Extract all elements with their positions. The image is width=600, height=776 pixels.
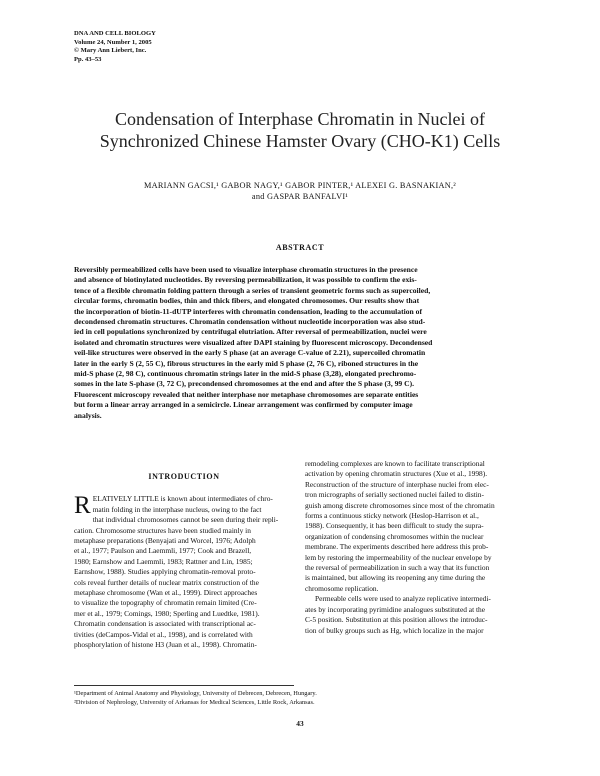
journal-copyright: © Mary Ann Liebert, Inc. (74, 47, 147, 55)
footnote-divider (74, 685, 294, 686)
intro-line: metaphase preparations (Benyajati and Worcel, 1976; Adolph (74, 536, 256, 546)
title-line-1: Condensation of Interphase Chromatin in Nuclei of (115, 109, 485, 129)
abstract-line: isolated and chromatin structures were visualized after DAPI staining by fluorescent microscopy. Decondensed (74, 337, 433, 347)
intro-line: tivities (deCampos-Vidal et al., 1998), and is correlated with (74, 629, 253, 639)
abstract-line: but form a linear array arranged in a semicircle. Linear arrangement was confirmed by computer image (74, 400, 413, 410)
abstract-line: later in the early S (2, 55 C), fibrous structures in the early mid S phase (2, 76 C), riboned structures in the (74, 358, 419, 368)
intro-right-column (305, 459, 525, 636)
intro-line: ELATIVELY LITTLE is known about intermediates of chro- (92, 494, 273, 504)
abstract-line: somes in the late S-phase (3, 72 C), precondensed chromosomes at the end and after the S phase (3, 99 C). (74, 379, 415, 389)
abstract-line: the incorporation of biotin-11-dUTP interferes with chromatin condensation, leading to the accumulation of (74, 306, 422, 316)
intro-left-column (74, 472, 294, 651)
intro-line: tion of bulky groups such as Hg, which localize in the major (305, 625, 484, 635)
journal-volume: Volume 24, Number 1, 2005 (74, 38, 152, 46)
intro-line: C-5 position. Substitution at this position allows the introduc- (305, 615, 488, 625)
introduction-heading: INTRODUCTION (148, 472, 220, 481)
dropcap-letter: R (74, 492, 91, 520)
abstract-body (74, 265, 530, 421)
intro-line: cation. Chromosome structures have been studied mainly in (74, 525, 251, 535)
intro-line: Chromatin condensation is associated with transcriptional ac- (74, 619, 256, 629)
intro-line: guish among discrete chromosomes since most of the chromatin (305, 500, 495, 510)
intro-line: matin folding in the interphase nucleus, owing to the fact (92, 504, 262, 514)
intro-line: is maintained, but allowing its reopening any time during the (305, 573, 486, 583)
abstract-line: mid-S phase (2, 98 C), continuous chromatin strings later in the mid-S phase (3,28), elongated prechromo- (74, 369, 417, 379)
authors-line-1: MARIANN GACSI,¹ GABOR NAGY,¹ GABOR PINTER,¹ ALEXEI G. BASNAKIAN,² (143, 181, 457, 190)
intro-line: remodeling complexes are known to facilitate transcriptional (305, 459, 485, 468)
intro-line: Earnshow, 1988). Studies applying chromatin-removal proto- (74, 567, 256, 577)
abstract-line: circular forms, chromatin bodies, thin and thick fibers, and elongated chromosomes. Our results show that (74, 296, 420, 306)
intro-line: lem by restoring the impermeability of the nuclear envelope by (305, 552, 492, 562)
intro-line: cols reveal further details of nuclear matrix construction of the (74, 577, 259, 587)
abstract-line: and absence of biotinylated nucleotides. By reversing permeabilization, it was possible to confirm the exis- (74, 275, 417, 285)
intro-line: activation by opening chromatin structures (Xue et al., 1998). (305, 469, 488, 479)
authors-line-2: and GASPAR BANFALVI¹ (251, 192, 349, 202)
intro-line: the reversal of permeabilization in such a way that its function (305, 563, 490, 573)
abstract-line: Fluorescent microscopy revealed that neither interphase nor metaphase chromosomes are separate entities (74, 389, 419, 399)
abstract-line: veil-like structures were observed in the early S phase (at an average C-value of 2.21), supercoiled chromatin (74, 348, 426, 358)
intro-line: et al., 1977; Paulson and Laemmli, 1977; Cook and Brazell, (74, 546, 252, 556)
intro-line: organization of condensing chromosomes within the nuclear (305, 531, 484, 541)
footnote-2: ²Division of Nephrology, University of Arkansas for Medical Sciences, Little Rock, Arkansas. (74, 699, 315, 706)
abstract-line: Reversibly permeabilized cells have been used to visualize interphase chromatin structures in the presence (74, 265, 418, 274)
intro-line: membrane. The experiments described here address this prob- (305, 542, 489, 552)
intro-line: chromosome replication. (305, 583, 379, 593)
page-number: 43 (296, 719, 304, 728)
intro-line: ates by incorporating pyrimidine analogues substituted at the (305, 604, 486, 614)
footnotes (74, 689, 317, 707)
intro-line: to visualize the topography of chromatin remain limited (Cre- (74, 598, 257, 608)
intro-line: phosphorylation of histone H3 (Juan et al., 1998). Chromatin- (74, 640, 257, 650)
footnote-1: ¹Department of Animal Anatomy and Physiology, University of Debrecen, Debrecen, Hungary. (74, 690, 317, 697)
intro-line: Reconstruction of the structure of interphase nuclei from elec- (305, 479, 489, 489)
abstract-line: analysis. (74, 410, 102, 420)
intro-line: Permeable cells were used to analyze replicative intermedi- (315, 594, 491, 604)
abstract-line: decondensed chromatin structures. Chromatin condensation without nucleotide incorporation was also stud- (74, 317, 426, 327)
abstract-line: tence of a flexible chromatin folding pattern through a series of transient geometric forms such as supercoiled, (74, 285, 431, 295)
intro-line: forms a continuous sticky network (Heslop-Harrison et al., (305, 511, 479, 521)
intro-line: metaphase chromosome (Wan et al., 1999). Direct approaches (74, 588, 258, 598)
journal-header (74, 30, 156, 64)
paper-title (60, 108, 540, 152)
title-line-2: Synchronized Chinese Hamster Ovary (CHO-K1) Cells (99, 131, 501, 151)
abstract-heading: ABSTRACT (275, 243, 325, 252)
intro-line: mer et al., 1979; Comings, 1980; Sperling and Luedtke, 1981). (74, 608, 260, 618)
intro-line: that individual chromosomes cannot be seen during their repli- (92, 515, 279, 525)
journal-name: DNA AND CELL BIOLOGY (74, 30, 156, 37)
author-list (60, 180, 540, 202)
journal-pages: Pp. 43–53 (74, 55, 102, 63)
intro-line: 1980; Earnshow and Laemmli, 1983; Rattner and Lin, 1985; (74, 556, 253, 566)
abstract-line: ied in cell populations synchronized by centrifugal elutriation. After reversal of permeabilization, nuclei were (74, 327, 427, 337)
intro-line: tron micrographs of serially sectioned nuclei failed to distin- (305, 490, 484, 500)
intro-line: 1988). Consequently, it has been difficult to study the supra- (305, 521, 484, 531)
